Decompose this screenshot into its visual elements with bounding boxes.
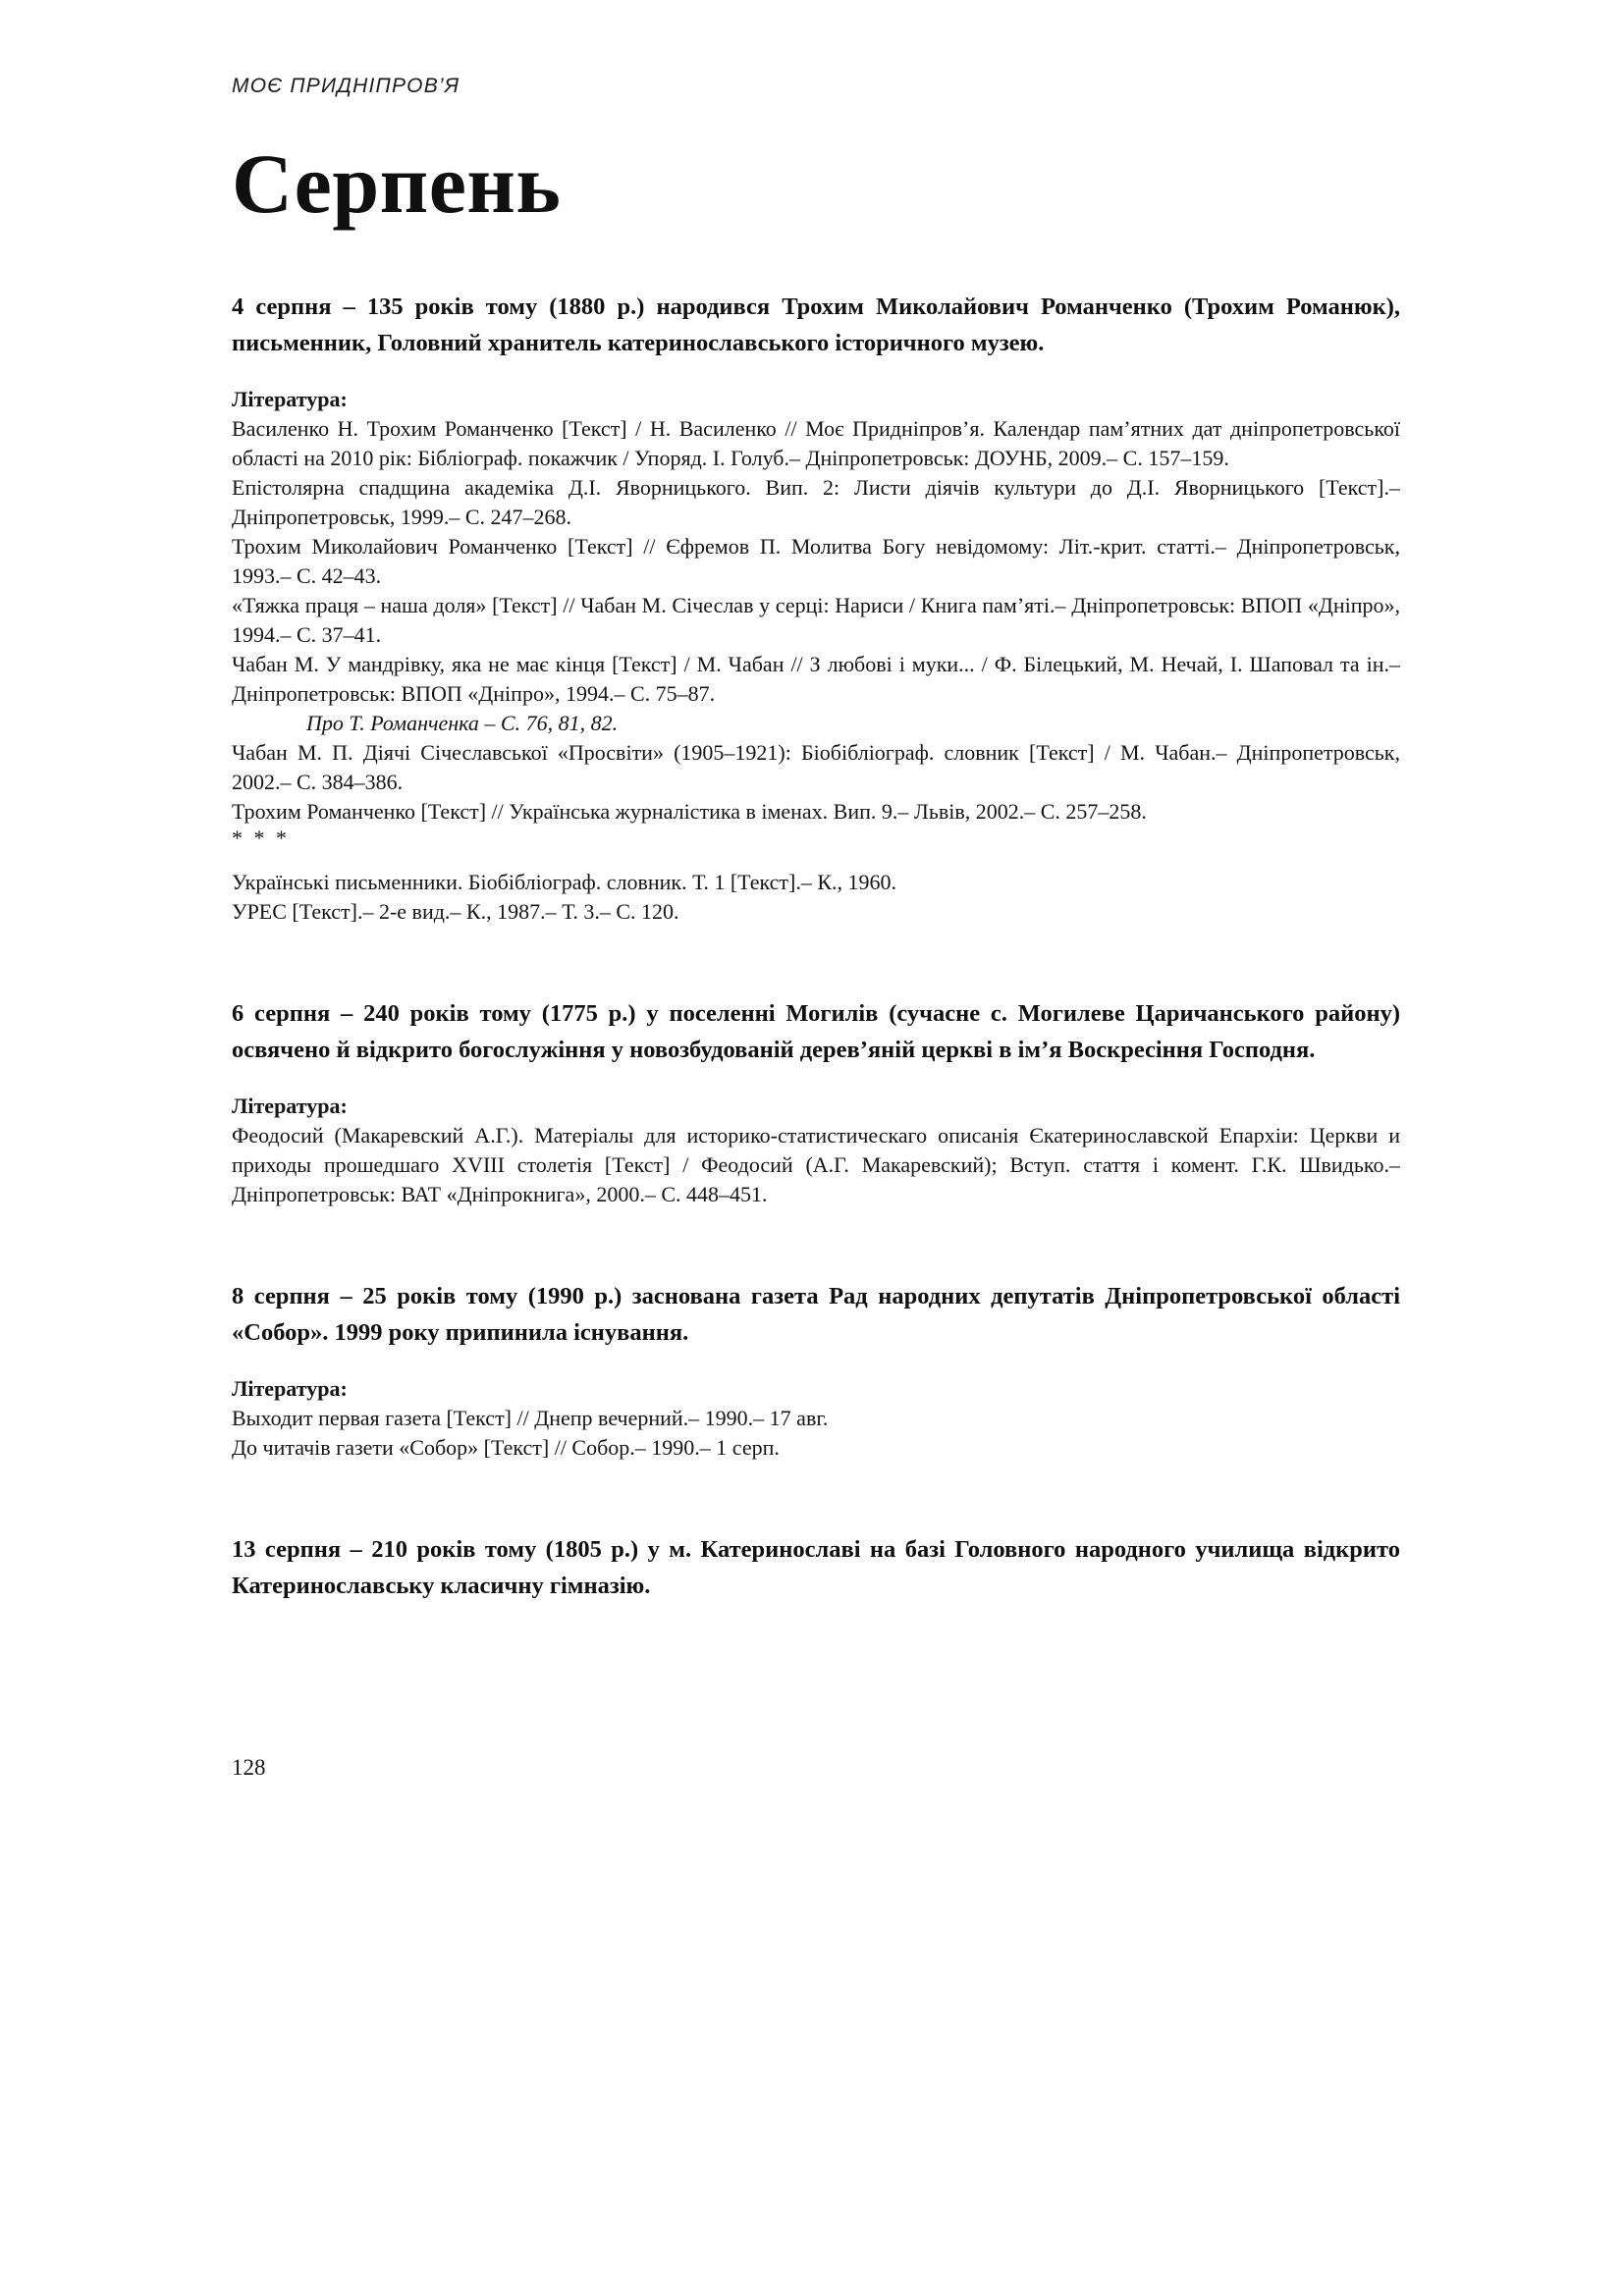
calendar-entry bbox=[232, 289, 1400, 927]
literature-label: Література: bbox=[232, 387, 348, 412]
literature-item: Чабан М. У мандрівку, яка не має кінця [Текст] / М. Чабан // З любові і муки... / Ф. Білецький, М. Нечай, І. Шаповал та ін.– Дніпропетровськ: ВПОП «Дніпро», 1994.– С. 75–87. bbox=[232, 652, 1400, 707]
page-title: Серпень bbox=[232, 136, 562, 231]
literature-item: Українські письменники. Біобібліограф. словник. Т. 1 [Текст].– К., 1960. bbox=[232, 870, 897, 895]
page-content bbox=[232, 0, 1400, 1604]
entry-heading: 4 серпня – 135 років тому (1880 р.) народився Трохим Миколайович Романченко (Трохим Романюк), письменник, Головний хранитель катеринославського історичного музею. bbox=[232, 294, 1400, 357]
calendar-entry bbox=[232, 1278, 1400, 1463]
entries-container bbox=[232, 289, 1400, 1604]
literature-label: Література: bbox=[232, 1094, 348, 1119]
entry-heading: 6 серпня – 240 років тому (1775 р.) у поселенні Могилів (сучасне с. Могилеве Царичанського району) освячено й відкрито богослужіння у новозбудованій дерев’яній церкві в ім’я Воскресіння Господня. bbox=[232, 1000, 1400, 1064]
section-separator: * * * bbox=[232, 826, 290, 851]
literature-item: УРЕС [Текст].– 2-е вид.– К., 1987.– Т. 3.– С. 120. bbox=[232, 899, 679, 925]
literature-item: Выходит первая газета [Текст] // Днепр вечерний.– 1990.– 17 авг. bbox=[232, 1406, 829, 1431]
literature-section bbox=[232, 1092, 1400, 1209]
literature-section bbox=[232, 1374, 1400, 1463]
page-number: 128 bbox=[232, 1755, 266, 1780]
entry-heading: 8 серпня – 25 років тому (1990 р.) заснована газета Рад народних депутатів Дніпропетровської області «Собор». 1999 року припинила існування. bbox=[232, 1283, 1400, 1347]
literature-item: Феодосий (Макаревский А.Г.). Матеріалы для историко-статистическаго описанія Єкатеринославской Епархіи: Церкви и приходы прошедшаго XVIII столетія [Текст] / Феодосий (А.Г. Макаревский); Вступ. стаття і комент. Г.К. Швидько.– Дніпропетровськ: ВАТ «Дніпрокнига», 2000.– С. 448–451. bbox=[232, 1123, 1400, 1207]
literature-item: Епістолярна спадщина академіка Д.І. Яворницького. Вип. 2: Листи діячів культури до Д.І. Яворницького [Текст].– Дніпропетровськ, 1999.– С. 247–268. bbox=[232, 475, 1400, 530]
calendar-entry bbox=[232, 995, 1400, 1209]
about-reference: Про Т. Романченка – С. 76, 81, 82. bbox=[306, 711, 619, 736]
literature-item: Трохим Миколайович Романченко [Текст] // Єфремов П. Молитва Богу невідомому: Літ.-крит. статті.– Дніпропетровськ, 1993.– С. 42–43. bbox=[232, 534, 1400, 589]
literature-item: Чабан М. П. Діячі Січеславської «Просвіти» (1905–1921): Біобібліограф. словник [Текст] / М. Чабан.– Дніпропетровськ, 2002.– С. 384–386. bbox=[232, 740, 1400, 795]
literature-label: Література: bbox=[232, 1376, 348, 1402]
calendar-entry bbox=[232, 1531, 1400, 1604]
literature-section bbox=[232, 385, 1400, 927]
literature-item: До читачів газети «Собор» [Текст] // Собор.– 1990.– 1 серп. bbox=[232, 1435, 780, 1461]
literature-item: «Тяжка праця – наша доля» [Текст] // Чабан М. Січеслав у серці: Нариси / Книга пам’яті.– Дніпропетровськ: ВПОП «Дніпро», 1994.– С. 37–41. bbox=[232, 593, 1400, 648]
literature-item: Василенко Н. Трохим Романченко [Текст] / Н. Василенко // Моє Придніпров’я. Календар пам’ятних дат дніпропетровської області на 2010 рік: Бібліограф. покажчик / Упоряд. І. Голуб.– Дніпропетровськ: ДОУНБ, 2009.– С. 157–159. bbox=[232, 416, 1400, 471]
running-header: МОЄ ПРИДНІПРОВ’Я bbox=[232, 75, 460, 97]
literature-item: Трохим Романченко [Текст] // Українська журналістика в іменах. Вип. 9.– Львів, 2002.– С. 257–258. bbox=[232, 799, 1147, 825]
entry-heading: 13 серпня – 210 років тому (1805 р.) у м. Катеринославі на базі Головного народного училища відкрито Катеринославську класичну гімназію. bbox=[232, 1536, 1400, 1600]
